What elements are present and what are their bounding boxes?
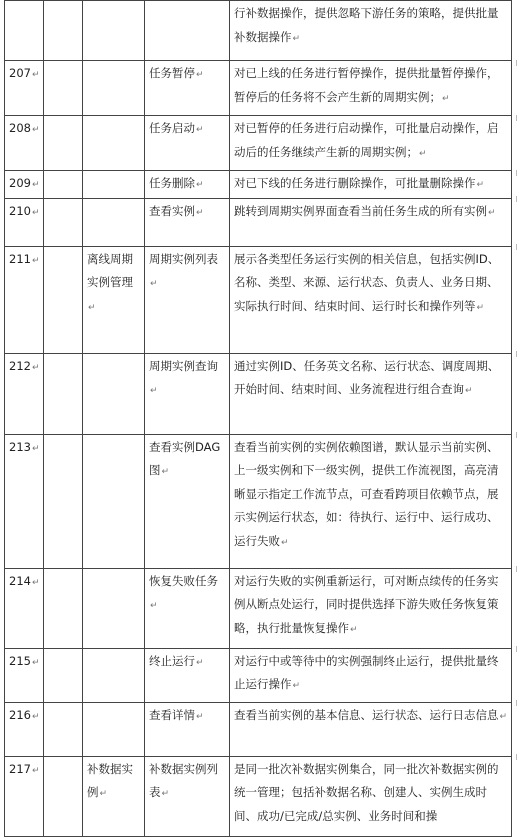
row-number-cell: 217↵ xyxy=(5,756,44,836)
paragraph-mark: ↵ xyxy=(465,386,473,396)
row-number-cell: 213↵ xyxy=(5,434,44,568)
blank-cell xyxy=(44,648,83,702)
row-number-cell: 216↵ xyxy=(5,702,44,756)
row-number-cell: 210↵ xyxy=(5,198,44,246)
function-cell xyxy=(145,1,230,61)
paragraph-mark: ↵ xyxy=(31,70,40,80)
paragraph-mark: ↵ xyxy=(150,601,158,611)
table-row xyxy=(5,756,512,836)
paragraph-mark: ↵ xyxy=(196,180,204,190)
paragraph-mark: ↵ xyxy=(292,681,301,691)
paragraph-mark: ↵ xyxy=(31,443,40,454)
blank-cell xyxy=(44,198,83,246)
function-cell: 恢复失败任务↵ xyxy=(145,568,230,648)
paragraph-mark: ↵ xyxy=(196,711,204,722)
description-cell: 对已下线的任务进行删除操作，可批量删除操作↵ xyxy=(230,171,512,199)
margin-tick xyxy=(512,60,517,66)
margin-tick xyxy=(512,351,517,357)
function-cell: 终止运行↵ xyxy=(145,648,230,702)
function-cell: 周期实例列表↵ xyxy=(145,246,230,353)
margin-tick xyxy=(512,170,517,176)
function-cell: 任务启动↵ xyxy=(145,116,230,171)
paragraph-mark: ↵ xyxy=(161,467,170,477)
module-cell xyxy=(83,353,145,434)
margin-tick xyxy=(512,196,517,202)
description-cell: 对已暂停的任务进行启动操作，可批量启动操作，启动后的任务继续产生新的周期实例；↵ xyxy=(230,116,512,171)
table-row xyxy=(5,198,512,246)
paragraph-mark: ↵ xyxy=(442,93,450,104)
module-cell xyxy=(83,702,145,756)
margin-tick xyxy=(512,115,517,121)
module-cell xyxy=(83,568,145,648)
paragraph-mark: ↵ xyxy=(31,125,40,135)
margin-tick xyxy=(512,432,517,438)
description-cell: 行补数据操作，提供忽略下游任务的策略，提供批量补数据操作↵ xyxy=(230,1,512,61)
description-cell: 查看当前实例的实例依赖图谱，默认显示当前实例、上一级实例和下一级实例，提供工作流视图，高亮清晰显示指定工作流节点，可查看跨项目依赖节点，展示实例运行状态，如：待执行、运行中、运行成功、运行失败↵ xyxy=(230,434,512,568)
module-cell xyxy=(83,198,145,246)
description-cell: 对运行失败的实例重新运行，可对断点续传的任务实例从断点处运行，同时提供选择下游失败任务恢复策略，执行批量恢复操作↵ xyxy=(230,568,512,648)
paragraph-mark: ↵ xyxy=(419,148,427,159)
blank-cell xyxy=(44,568,83,648)
margin-tick xyxy=(512,646,517,652)
blank-cell xyxy=(44,61,83,116)
paragraph-mark: ↵ xyxy=(31,765,40,776)
blank-cell xyxy=(44,1,83,61)
row-number-cell: 215↵ xyxy=(5,648,44,702)
table-row xyxy=(5,1,512,61)
function-cell: 查看实例DAG图↵ xyxy=(145,434,230,568)
description-cell: 展示各类型任务运行实例的相关信息，包括实例ID、名称、类型、来源、运行状态、负责人、业务日期、实际执行时间、结束时间、运行时长和操作列等↵ xyxy=(230,246,512,353)
module-cell: 补数据实例↵ xyxy=(83,756,145,836)
paragraph-mark: ↵ xyxy=(476,302,485,313)
function-cell: 查看实例↵ xyxy=(145,198,230,246)
table-row xyxy=(5,568,512,648)
paragraph-mark: ↵ xyxy=(31,207,40,218)
blank-cell xyxy=(44,246,83,353)
paragraph-mark: ↵ xyxy=(31,711,40,722)
paragraph-mark: ↵ xyxy=(350,624,358,635)
description-cell: 对已上线的任务进行暂停操作，提供批量暂停操作，暂停后的任务将不会产生新的周期实例；↵ xyxy=(230,61,512,116)
paragraph-mark: ↵ xyxy=(196,70,204,80)
description-cell: 通过实例ID、任务英文名称、运行状态、调度周期、开始时间、结束时间、业务流程进行组合查询↵ xyxy=(230,353,512,434)
requirements-table xyxy=(4,0,512,837)
table-row xyxy=(5,648,512,702)
table-row xyxy=(5,171,512,199)
paragraph-mark: ↵ xyxy=(88,302,96,313)
paragraph-mark: ↵ xyxy=(196,657,204,668)
margin-tick xyxy=(512,754,517,760)
row-number-cell: 211↵ xyxy=(5,246,44,353)
paragraph-mark: ↵ xyxy=(31,657,40,668)
blank-cell xyxy=(44,116,83,171)
paragraph-mark: ↵ xyxy=(150,279,158,289)
function-cell: 查看详情↵ xyxy=(145,702,230,756)
paragraph-mark: ↵ xyxy=(281,537,289,548)
blank-cell xyxy=(44,171,83,199)
module-cell xyxy=(83,171,145,199)
margin-tick xyxy=(512,700,517,706)
margin-tick xyxy=(512,566,517,572)
table-row xyxy=(5,353,512,434)
row-number-cell: 208↵ xyxy=(5,116,44,171)
row-number-cell: 207↵ xyxy=(5,61,44,116)
description-cell: 跳转到周期实例界面查看当前任务生成的所有实例↵ xyxy=(230,198,512,246)
table-row xyxy=(5,61,512,116)
blank-cell xyxy=(44,353,83,434)
paragraph-mark: ↵ xyxy=(161,789,170,799)
row-number-cell: 214↵ xyxy=(5,568,44,648)
module-cell xyxy=(83,648,145,702)
function-cell: 补数据实例列表↵ xyxy=(145,756,230,836)
paragraph-mark: ↵ xyxy=(499,711,508,722)
table-row xyxy=(5,246,512,353)
paragraph-mark: ↵ xyxy=(31,362,40,373)
paragraph-mark: ↵ xyxy=(196,207,204,218)
description-cell: 查看当前实例的基本信息、运行状态、运行日志信息↵ xyxy=(230,702,512,756)
table-row xyxy=(5,116,512,171)
paragraph-mark: ↵ xyxy=(196,125,204,135)
module-cell xyxy=(83,434,145,568)
paragraph-mark: ↵ xyxy=(31,255,40,266)
paragraph-mark: ↵ xyxy=(31,180,40,190)
description-cell: 是同一批次补数据实例集合，同一批次补数据实例的统一管理；包括补数据名称、创建人、实例生成时间、成功/已完成/总实例、业务时间和操 xyxy=(230,756,512,836)
paragraph-mark: ↵ xyxy=(292,33,301,44)
paragraph-mark: ↵ xyxy=(99,789,108,799)
description-cell: 对运行中或等待中的实例强制终止运行，提供批量终止运行操作↵ xyxy=(230,648,512,702)
blank-cell xyxy=(44,702,83,756)
module-cell xyxy=(83,116,145,171)
paragraph-mark: ↵ xyxy=(31,577,40,588)
paragraph-mark: ↵ xyxy=(150,386,158,396)
paragraph-mark: ↵ xyxy=(488,207,496,218)
module-cell xyxy=(83,1,145,61)
margin-tick xyxy=(512,244,517,250)
row-number-cell: 209↵ xyxy=(5,171,44,199)
row-number-cell: 212↵ xyxy=(5,353,44,434)
blank-cell xyxy=(44,756,83,836)
row-number-cell xyxy=(5,1,44,61)
function-cell: 任务暂停↵ xyxy=(145,61,230,116)
function-cell: 周期实例查询↵ xyxy=(145,353,230,434)
blank-cell xyxy=(44,434,83,568)
paragraph-mark: ↵ xyxy=(476,180,485,190)
function-cell: 任务删除↵ xyxy=(145,171,230,199)
table-row xyxy=(5,702,512,756)
module-cell xyxy=(83,61,145,116)
module-cell: 离线周期实例管理↵ xyxy=(83,246,145,353)
table-row xyxy=(5,434,512,568)
